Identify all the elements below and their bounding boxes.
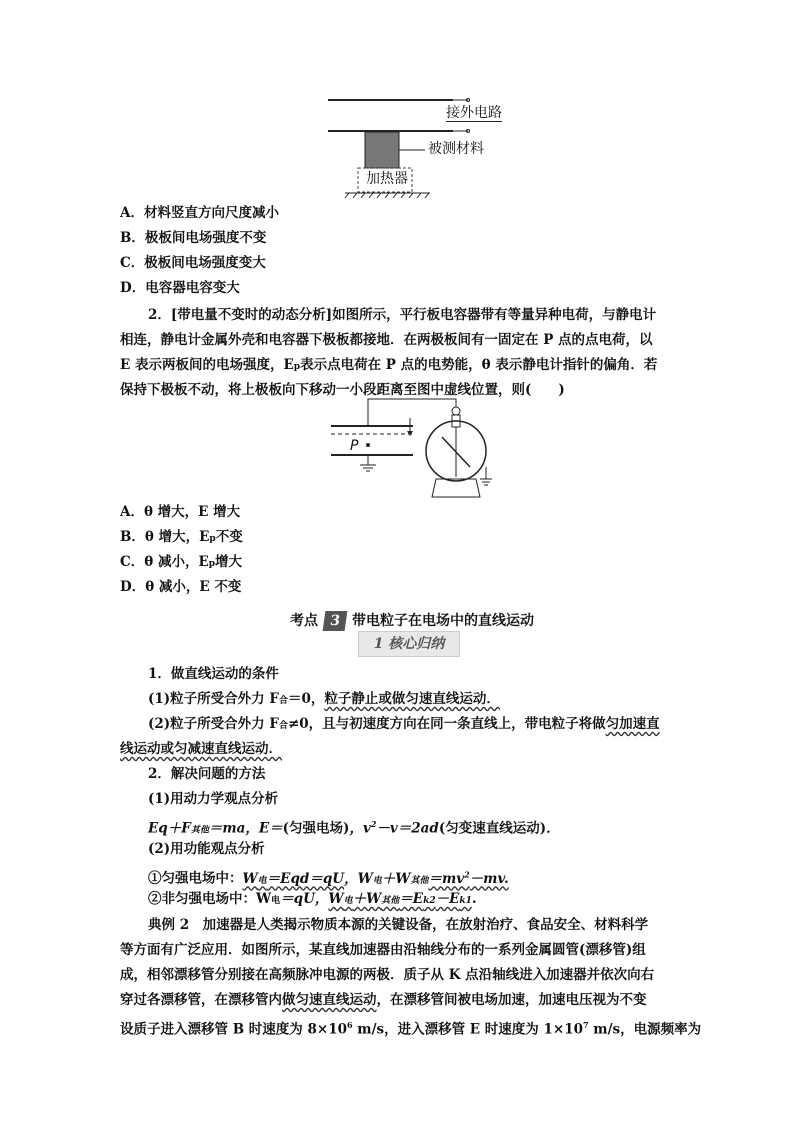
q1-option-a: A．材料竖直方向尺度减小 xyxy=(120,205,279,221)
condition-1: (1)粒子所受合外力 F合＝0，粒子静止或做匀速直线运动． xyxy=(148,691,500,707)
label-heater: 加热器 xyxy=(366,171,408,187)
section-sub-tag: 1 核心归纳 xyxy=(358,631,460,657)
label-point-p: P xyxy=(350,438,359,454)
example-line-1: 典例 2 加速器是人类揭示物质本源的关键设备，在放射治疗、食品安全、材料科学 xyxy=(148,917,649,933)
heading-methods: 2．解决问题的方法 xyxy=(148,766,266,782)
label-external-circuit: 接外电路 xyxy=(446,105,502,121)
condition-2-cont: 线运动或匀减速直线运动． xyxy=(120,741,282,757)
method-dynamics: (1)用动力学观点分析 xyxy=(148,791,279,807)
example-line-5: 设质子进入漂移管 B 时速度为 $8\times 10^6$ m/s，进入漂移管 E 时速度为 $1\times 10^7$ m/s，电源频率为 xyxy=(120,1020,702,1038)
section-number-badge: 3 xyxy=(323,611,348,631)
energy-uniform: ①匀强电场中：W电＝Eqd＝qU，W电＋W其他$=mv^2-mv$. xyxy=(148,869,509,887)
q2-option-d: D．θ 减小，E 不变 xyxy=(120,579,242,595)
q1-option-c: C．极板间电场强度变大 xyxy=(120,255,266,271)
section-title: 考点 3 带电粒子在电场中的直线运动 xyxy=(290,613,534,629)
q2-line-4: 保持下极板不动，将上极板向下移动一小段距离至图中虚线位置，则( ) xyxy=(120,382,565,398)
condition-2: (2)粒子所受合外力 F合≠0，且与初速度方向在同一条直线上，带电粒子将做匀加速直 xyxy=(148,716,660,732)
example-line-3: 成，相邻漂移管分别接在高频脉冲电源的两极．质子从 K 点沿轴线进入加速器并依次向右 xyxy=(120,967,655,983)
q2-line-2: 相连，静电计金属外壳和电容器下极板都接地．在两极板间有一固定在 P 点的点电荷，以 xyxy=(120,332,653,348)
heading-conditions: 1．做直线运动的条件 xyxy=(148,666,279,682)
formula-dynamics: Eq＋F其他＝ma，E＝(匀强电场)，$v^2-v=2ad$(匀变速直线运动)． xyxy=(148,819,560,837)
energy-nonuniform: ②非匀强电场中：W电＝qU，W电＋W其他＝Ek2－Ek1. xyxy=(148,891,477,907)
q1-option-b: B．极板间电场强度不变 xyxy=(120,230,267,246)
example-line-2: 等方面有广泛应用．如图所示，某直线加速器由沿轴线分布的一系列金属圆管(漂移管)组 xyxy=(120,942,646,958)
method-energy: (2)用功能观点分析 xyxy=(148,841,265,857)
q2-line-1: 2．[带电量不变时的动态分析]如图所示，平行板电容器带有等量异种电荷，与静电计 xyxy=(148,307,657,323)
example-line-4: 穿过各漂移管，在漂移管内做匀速直线运动，在漂移管间被电场加速，加速电压视为不变 xyxy=(120,992,647,1008)
q2-option-c: C．θ 减小，Ep增大 xyxy=(120,554,243,570)
label-material: 被测材料 xyxy=(428,141,484,157)
q2-option-b: B．θ 增大，Ep不变 xyxy=(120,529,243,545)
q1-option-d: D．电容器电容变大 xyxy=(120,280,240,296)
q2-option-a: A．θ 增大，E 增大 xyxy=(120,504,241,520)
q2-line-3: E 表示两板间的电场强度，Ep表示点电荷在 P 点的电势能，θ 表示静电计指针的偏角．若 xyxy=(120,357,658,373)
